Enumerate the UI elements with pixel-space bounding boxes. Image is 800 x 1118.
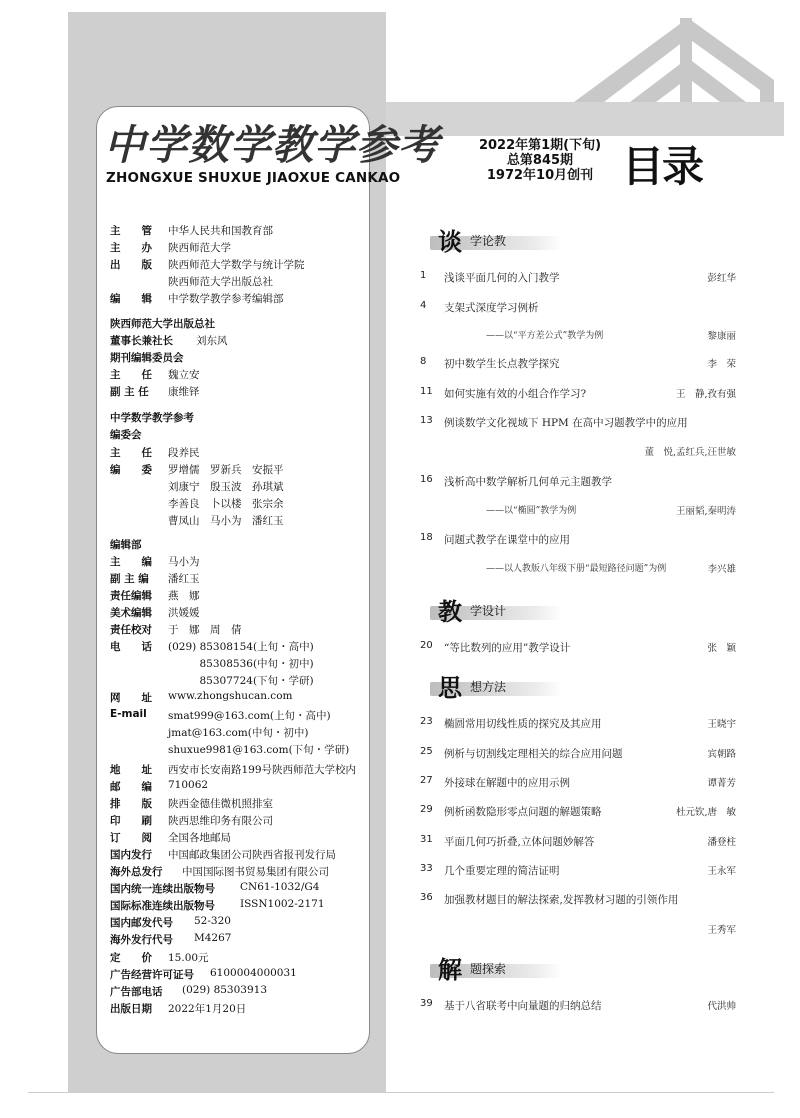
toc-subtitle: ——以“平方差公式”教学为例 <box>486 331 604 341</box>
journal-logo: 中学数学教学参考 <box>104 121 440 169</box>
section-header-methods: 思 想方法 <box>424 670 562 702</box>
toc-sub-author: 黎康丽 <box>707 331 736 342</box>
toc-sub-author: 董 悦,孟红兵,汪世敏 <box>644 447 736 458</box>
toc-title: 目录 <box>622 142 703 191</box>
section-header-talk-teaching: 谈 学论教 <box>424 224 562 256</box>
issue-number: 2022年第1期(下旬) <box>478 138 602 153</box>
issue-founded: 1972年10月创刊 <box>486 168 594 183</box>
section-header-problem-solving: 解 题探索 <box>424 952 562 984</box>
toc-subtitle: ——以人教版八年级下册“最短路径问题”为例 <box>486 564 667 574</box>
roof-truss-decoration <box>560 10 774 106</box>
toc-sub-author: 王秀军 <box>707 925 736 936</box>
issue-total: 总第845期 <box>506 153 574 168</box>
section-header-teaching-design: 教 学设计 <box>424 594 562 626</box>
bottom-rule <box>28 1092 774 1093</box>
toc-sub-author: 王丽韬,秦明涛 <box>675 506 736 517</box>
toc-subtitle: ——以“椭圆”教学为例 <box>486 506 577 516</box>
journal-pinyin: ZHONGXUE SHUXUE JIAOXUE CANKAO <box>106 170 401 186</box>
toc-sub-author: 李兴雄 <box>707 564 736 575</box>
issue-info <box>472 138 608 183</box>
top-gray-band <box>386 102 784 136</box>
